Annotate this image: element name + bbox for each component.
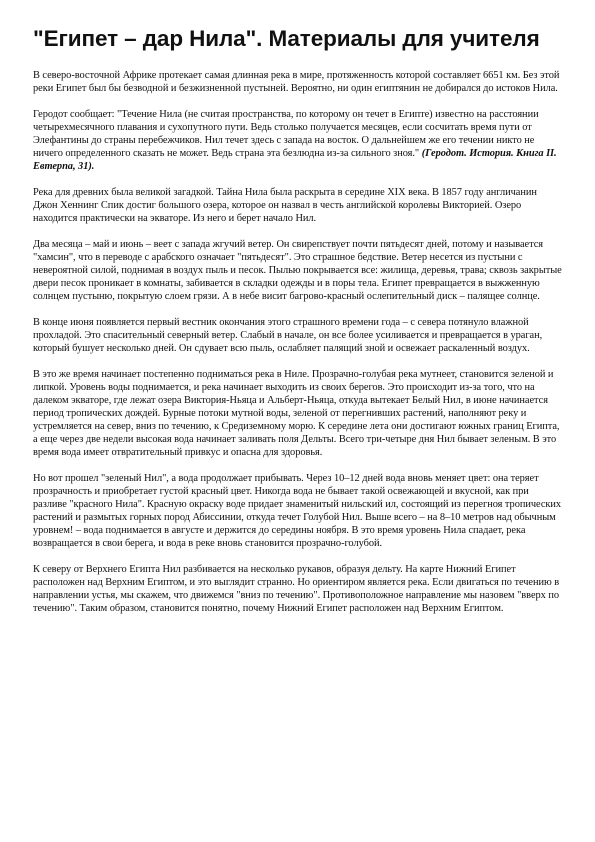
paragraph-text: Но вот прошел "зеленый Нил", а вода продолжает прибывать. Через 10–12 дней вода вновь меняет цвет: она теряет прозрачность и приобретает густой красный цвет. Никогда вода не бывает такой освежающей и вкусной, как при разливе "красного Нила". Красную окраску воде придает знаменитый нильский ил, состоящий из перегноя тропических растений и размытых горных пород Абиссинии, откуда течет Голубой Нил. Выше всего – на 8–10 метров над обычным уровнем! – вода поднимается в августе и держится до середины ноября. В это время уровень Нила спадает, река возвращается в свои берега, и вода в реке вновь становится прозрачно-голубой. (33, 472, 562, 550)
page-title: "Египет – дар Нила". Материалы для учителя (33, 26, 540, 51)
paragraph-nile-source (33, 186, 563, 225)
paragraph-green-nile (33, 368, 563, 460)
paragraph-text: Два месяца – май и июнь – веет с запада жгучий ветер. Он свирепствует почти пятьдесят дней, потому и называется "хамсин", что в переводе с арабского означает "пятьдесят". Это страшное бедствие. Ветер несется из пустыни с невероятной силой, поднимая в воздух пыль и песок. Пылью покрывается все: жилища, деревья, трава; сквозь закрытые двери песок проникает в комнаты, забивается в складки одежды и в поры тела. Египет превращается в выжженную солнцем пустыню, покрытую слоем грязи. А в небе висит багрово-красный ослепительный диск – палящее солнце. (33, 238, 562, 303)
paragraph-intro (33, 69, 563, 95)
paragraph-text: Геродот сообщает: "Течение Нила (не считая пространства, по которому он течет в Египте) известно на расстоянии четырехмесячного плавания и сухопутного пути. Ведь столько получается месяцев, если сосчитать время пути от Элефантины до страны перебежчиков. Нил течет здесь с запада на восток. О дальнейшем же его течении никто не ничего определенного сказать не может. Ведь страна эта безлюдна из-за сильного зноя." (33, 108, 539, 160)
paragraph-text: В конце июня появляется первый вестник окончания этого страшного времени года – с севера потянуло влажной прохладой. Это спасительный северный ветер. Слабый в начале, он все более усиливается и превращается в ураган, который бушует несколько дней. Он сдувает всю пыль, ослабляет палящий зной и освежает раскаленный воздух. (33, 316, 543, 354)
document-page (33, 26, 563, 628)
paragraph-text: К северу от Верхнего Египта Нил разбивается на несколько рукавов, образуя дельту. На карте Нижний Египет расположен над Верхним Египтом, и это выглядит странно. Но ориентиром является река. Если двигаться по течению в направлении устья, мы скажем, что движемся "вниз по течению". Противоположное направление мы назовем "вверх по течению". Таким образом, становится понятно, почему Нижний Египет расположен над Верхним Египтом. (33, 564, 560, 615)
paragraph-text: Река для древних была великой загадкой. Тайна Нила была раскрыта в середине XIX века. В 1857 году англичанин Джон Хеннинг Спик достиг большого озера, которое он назвал в честь английской королевы Викторией. Озеро находится практически на экваторе. Из него и берет начало Нил. (33, 186, 537, 225)
paragraph-text: В северо-восточной Африке протекает самая длинная река в мире, протяженность которой составляет 6651 км. Без этой реки Египет был бы безводной и безжизненной пустыней. Вероятно, ни один египтянин не добирался до истоков Нила. (33, 70, 560, 95)
paragraph-khamsin (33, 238, 563, 303)
paragraph-text: В это же время начинает постепенно подниматься река в Ниле. Прозрачно-голубая река мутнеет, становится зеленой и липкой. Уровень воды поднимается, и река начинает выходить из своих берегов. Это происходит из-за того, что на далеком экваторе, где лежат озера Виктория-Ньяца и Альберт-Ньяца, откуда вытекает Белый Нил, в июне начинается период тропических дождей. Бурные потоки мутной воды, зеленой от перегнивших растений, наполняют реку и устремляется на север, вниз по течению, к Средиземному морю. К середине лета они достигают южных границ Египта, а еще через две недели высокая вода начинает заливать поля Дельты. Всего три-четыре дня Нил бывает зеленым. В это время вода имеет отвратительный привкус и опасна для здоровья. (33, 368, 560, 459)
paragraph-delta (33, 563, 563, 615)
paragraph-red-nile (33, 472, 563, 551)
citation-source: (Геродот. История. Книга II. Евтерпа, 31). (33, 148, 557, 173)
paragraph-north-wind (33, 316, 563, 355)
paragraph-herodotus (33, 108, 563, 173)
